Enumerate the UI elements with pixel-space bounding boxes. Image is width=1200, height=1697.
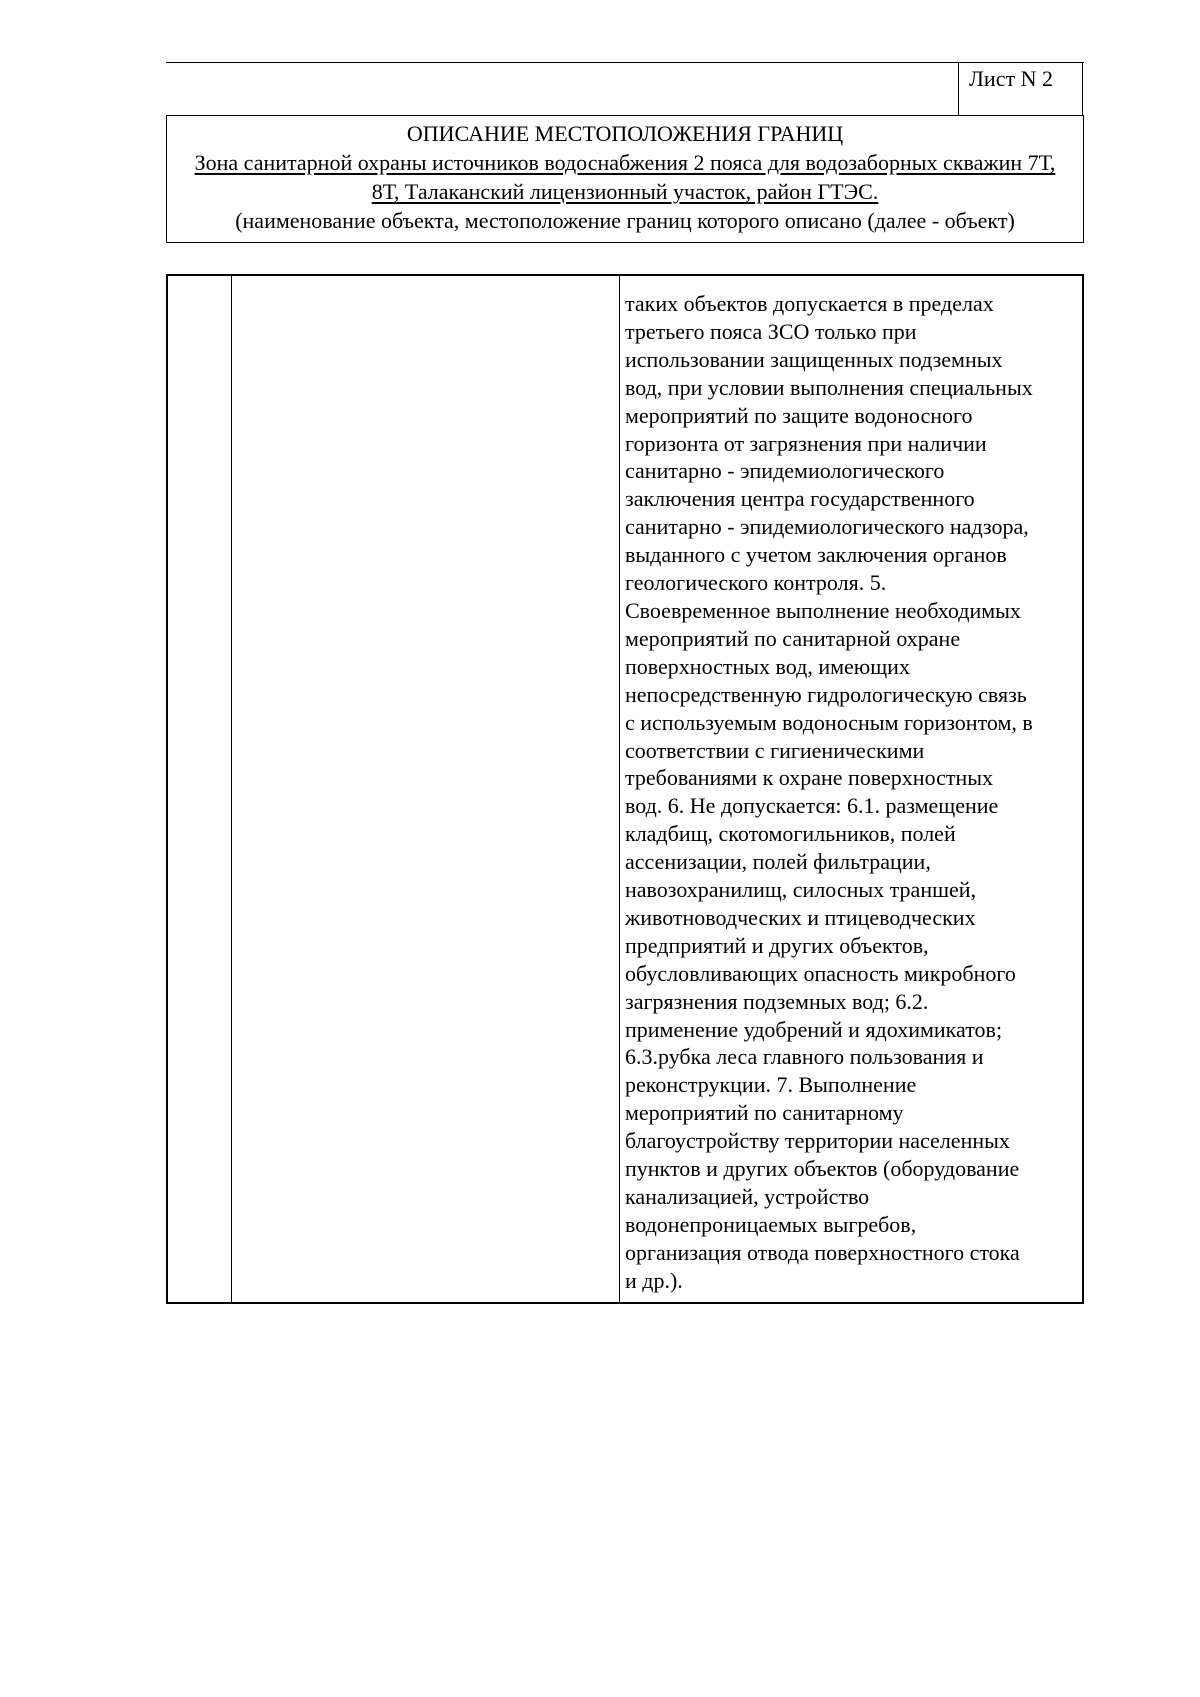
description-line: кладбищ, скотомогильников, полей [625, 821, 956, 847]
description-line: применение удобрений и ядохимикатов; [625, 1016, 1003, 1042]
description-line: третьего пояса ЗСО только при [625, 318, 917, 344]
sheet-number-label: Лист N 2 [969, 66, 1053, 91]
description-line: вод. 6. Не допускается: 6.1. размещение [625, 793, 999, 819]
object-caption: (наименование объекта, местоположение границ которого описано (далее - объект) [235, 208, 1015, 233]
object-name: Зона санитарной охраны источников водоснабжения 2 пояса для водозаборных скважин 7Т, 8Т, Талаканский лицензионный участок, район ГТЭС. [194, 150, 1056, 204]
description-line: 6.3.рубка леса главного пользования и [625, 1044, 984, 1070]
description-line: использовании защищенных подземных [625, 346, 1003, 372]
column-divider [231, 276, 232, 1302]
description-line: вод, при условии выполнения специальных [625, 374, 1033, 400]
description-line: требованиями к охране поверхностных [625, 765, 994, 791]
description-line: Своевременное выполнение необходимых [625, 597, 1021, 623]
description-line: животноводческих и птицеводческих [625, 904, 976, 930]
column-divider [619, 276, 620, 1302]
document-title: ОПИСАНИЕ МЕСТОПОЛОЖЕНИЯ ГРАНИЦ [406, 121, 844, 146]
description-line: обусловливающих опасность микробного [625, 960, 1016, 986]
boundary-table [166, 274, 1084, 1304]
description-line: санитарно - эпидемиологического надзора, [625, 514, 1029, 540]
description-line: геологического контроля. 5. [625, 570, 887, 596]
document-header [166, 115, 1084, 243]
description-line: канализацией, устройство [625, 1184, 870, 1209]
description-line: заключения центра государственного [625, 486, 975, 512]
description-line: мероприятий по санитарному [625, 1100, 904, 1126]
description-line: таких объектов допускается в пределах [625, 291, 994, 316]
table-cell-description [625, 290, 1085, 1295]
description-line: благоустройству территории населенных [625, 1128, 1010, 1154]
description-line: санитарно - эпидемиологического [625, 458, 945, 484]
description-line: реконструкции. 7. Выполнение [625, 1072, 917, 1098]
description-line: загрязнения подземных вод; 6.2. [625, 988, 929, 1014]
description-line: соответствии с гигиеническими [625, 737, 925, 763]
description-line: выданного с учетом заключения органов [625, 542, 1007, 568]
description-line: мероприятий по санитарной охране [625, 625, 961, 651]
description-line: непосредственную гидрологическую связь [625, 681, 1027, 707]
description-line: горизонта от загрязнения при наличии [625, 430, 987, 456]
description-line: навозохранилищ, силосных траншей, [625, 877, 977, 903]
top-rule [166, 62, 1084, 63]
description-line: и др.). [625, 1267, 683, 1293]
description-line: пунктов и других объектов (оборудование [625, 1156, 1020, 1182]
description-line: предприятий и других объектов, [625, 932, 929, 958]
description-line: мероприятий по защите водоносного [625, 402, 973, 428]
description-line: поверхностных вод, имеющих [625, 653, 910, 679]
description-line: водонепроницаемых выгребов, [625, 1211, 917, 1237]
description-line: с используемым водоносным горизонтом, в [625, 709, 1033, 735]
description-line: организация отвода поверхностного стока [625, 1239, 1020, 1265]
description-line: ассенизации, полей фильтрации, [625, 849, 931, 875]
sheet-number-box [958, 62, 1083, 115]
